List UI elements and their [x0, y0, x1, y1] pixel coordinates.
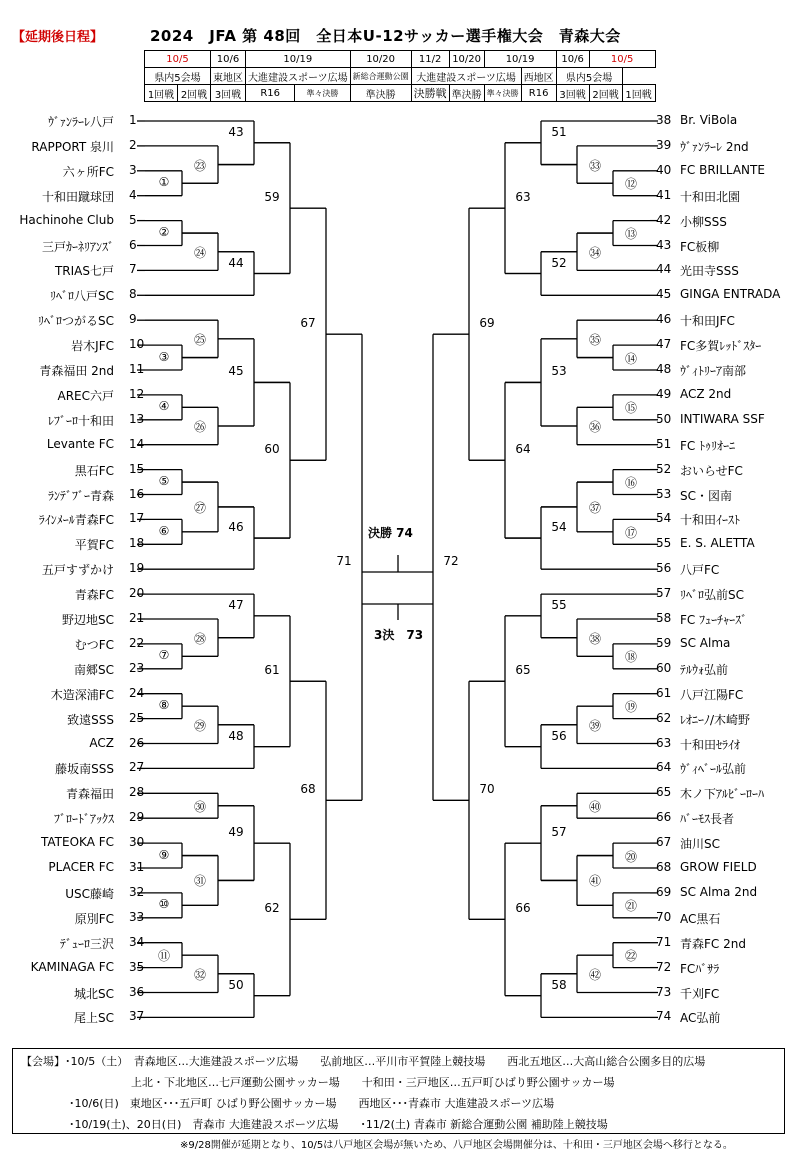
- game-L11: ⑪: [157, 949, 170, 964]
- team-number-58: 58: [656, 611, 672, 625]
- team-number-42: 42: [656, 212, 672, 227]
- game-L46: 46: [228, 520, 244, 535]
- game-R38: ㊳: [588, 631, 601, 646]
- game-L9: ⑨: [158, 847, 170, 862]
- team-number-71: 71: [656, 934, 672, 949]
- game-R16: ⑯: [624, 476, 637, 491]
- page-title: 2024 JFA 第 48回 全日本U-12サッカー選手権大会 青森大会: [150, 27, 621, 45]
- team-number-12: 12: [129, 386, 145, 401]
- team-name-17: ﾗｲﾝﾒｰﾙ青森FC: [38, 513, 114, 528]
- team-number-28: 28: [129, 785, 145, 800]
- game-R34: ㉞: [588, 245, 601, 260]
- team-name-71: 青森FC 2nd: [680, 936, 746, 951]
- schedule-date-5: 10/20: [449, 51, 484, 68]
- team-name-47: FC多賀ﾚｯﾄﾞｽﾀｰ: [680, 339, 762, 354]
- team-name-48: ｳﾞｨﾄﾘｰｱ南部: [680, 364, 747, 378]
- team-number-52: 52: [656, 461, 672, 476]
- team-name-13: ﾚﾌﾞｰﾛ十和田: [47, 413, 114, 428]
- team-number-72: 72: [656, 959, 672, 974]
- game-L62: 62: [264, 901, 280, 916]
- team-name-67: 油川SC: [680, 837, 720, 852]
- team-number-66: 66: [656, 810, 672, 825]
- team-number-54: 54: [656, 511, 672, 526]
- team-name-2: RAPPORT 泉川: [31, 139, 114, 154]
- team-name-54: 十和田ｲｰｽﾄ: [680, 513, 741, 528]
- team-number-15: 15: [129, 461, 145, 476]
- game-L60: 60: [264, 442, 280, 457]
- team-number-44: 44: [656, 262, 672, 277]
- team-number-9: 9: [129, 312, 137, 327]
- team-name-73: 千刈FC: [680, 986, 720, 1001]
- game-L28: ㉘: [193, 631, 206, 646]
- team-number-27: 27: [129, 760, 145, 775]
- schedule-date-4: 11/2: [411, 51, 449, 68]
- team-number-73: 73: [656, 984, 672, 999]
- team-name-53: SC・図南: [680, 488, 732, 503]
- game-L10: ⑩: [158, 897, 170, 912]
- team-number-33: 33: [129, 909, 145, 924]
- team-number-46: 46: [656, 312, 672, 327]
- team-number-40: 40: [656, 162, 672, 177]
- game-R39: ㊴: [588, 718, 601, 733]
- team-number-10: 10: [129, 337, 145, 352]
- schedule-round-9: R16: [521, 85, 556, 102]
- team-name-31: PLACER FC: [48, 860, 114, 874]
- team-name-14: Levante FC: [46, 436, 114, 451]
- team-name-41: 十和田北園: [680, 189, 741, 204]
- game-L24: ㉔: [193, 245, 206, 260]
- team-name-26: ACZ: [89, 735, 114, 750]
- team-number-31: 31: [129, 860, 145, 874]
- schedule-date-3: 10/20: [350, 51, 411, 68]
- team-name-24: 木造深浦FC: [50, 687, 114, 702]
- team-number-34: 34: [129, 934, 145, 949]
- team-name-11: 青森福田 2nd: [39, 364, 114, 378]
- game-L7: ⑦: [158, 648, 170, 663]
- game-L23: ㉓: [193, 158, 206, 173]
- game-R22: ㉒: [624, 949, 637, 964]
- team-number-17: 17: [129, 511, 145, 526]
- game-R20: ⑳: [624, 849, 637, 864]
- team-number-32: 32: [129, 884, 145, 899]
- game-L49: 49: [228, 825, 244, 840]
- team-number-5: 5: [129, 212, 137, 227]
- game-L59: 59: [264, 190, 280, 205]
- team-name-66: ﾊﾞｰﾓｽ長者: [680, 812, 735, 827]
- game-R54: 54: [551, 520, 567, 535]
- game-R57: 57: [551, 825, 567, 840]
- game-R42: ㊷: [588, 967, 601, 982]
- venue-line-2: 上北・下北地区…七戸運動公園サッカー場 十和田・三戸地区…五戸町ひばり野公園サッカー場: [131, 1076, 615, 1089]
- team-name-12: AREC六戸: [57, 388, 114, 403]
- team-name-18: 平賀FC: [74, 538, 114, 553]
- team-number-38: 38: [656, 113, 672, 127]
- game-R52: 52: [551, 255, 567, 270]
- game-L30: ㉚: [193, 799, 206, 814]
- game-R35: ㉟: [588, 332, 601, 347]
- team-name-44: 光田寺SSS: [680, 264, 739, 279]
- team-name-4: 十和田蹴球団: [41, 189, 114, 204]
- team-name-36: 城北SC: [74, 986, 114, 1001]
- team-name-8: ﾘﾍﾞﾛ八戸SC: [50, 289, 114, 304]
- schedule-round-6: 決勝戦: [411, 85, 449, 102]
- game-L68: 68: [300, 782, 316, 797]
- game-L48: 48: [228, 728, 244, 743]
- game-L8: ⑧: [158, 698, 170, 713]
- team-name-38: Br. ViBola: [680, 113, 738, 127]
- team-name-74: AC弘前: [680, 1011, 721, 1026]
- team-name-64: ｳﾞｨﾍﾞｰﾙ弘前: [680, 762, 747, 777]
- team-number-30: 30: [129, 835, 145, 850]
- team-name-27: 藤坂南SSS: [55, 762, 114, 777]
- team-name-23: 南郷SC: [74, 662, 114, 677]
- venue-info-box: [12, 1048, 785, 1134]
- team-name-55: E. S. ALETTA: [680, 536, 755, 551]
- game-L67: 67: [300, 316, 316, 331]
- team-number-68: 68: [656, 860, 672, 874]
- team-number-25: 25: [129, 710, 145, 725]
- team-number-6: 6: [129, 237, 137, 252]
- team-number-55: 55: [656, 536, 672, 551]
- team-name-63: 十和田ｾﾗｲｵ: [680, 737, 741, 752]
- team-name-6: 三戸ｶｰﾈﾘｱﾝｽﾞ: [41, 239, 114, 254]
- team-number-63: 63: [656, 735, 672, 750]
- team-number-65: 65: [656, 785, 672, 800]
- game-R12: ⑫: [624, 177, 637, 192]
- game-R15: ⑮: [624, 401, 637, 416]
- team-number-2: 2: [129, 137, 137, 152]
- team-number-69: 69: [656, 884, 672, 899]
- team-number-41: 41: [656, 187, 672, 202]
- team-name-28: 青森福田: [65, 787, 114, 802]
- team-name-3: 六ヶ所FC: [62, 164, 114, 179]
- team-name-19: 五戸すずかけ: [41, 563, 114, 578]
- schedule-venue-0: 県内5会場: [145, 68, 211, 85]
- game-L5: ⑤: [158, 474, 170, 489]
- game-L71: 71: [336, 554, 352, 569]
- team-name-40: FC BRILLANTE: [680, 162, 765, 177]
- team-name-35: KAMINAGA FC: [30, 959, 114, 974]
- team-name-65: 木ノ下ｱﾙﾋﾞｰﾛｰﾊ: [680, 787, 765, 802]
- team-number-45: 45: [656, 287, 672, 302]
- game-R51: 51: [551, 124, 567, 139]
- team-name-56: 八戸FC: [680, 563, 720, 578]
- team-name-61: 八戸江陽FC: [680, 687, 744, 702]
- team-name-72: FCﾊﾞｻﾗ: [680, 961, 720, 976]
- game-L1: ①: [158, 175, 170, 190]
- team-number-61: 61: [656, 685, 672, 700]
- game-R41: ㊶: [588, 874, 601, 889]
- game-L27: ㉗: [193, 500, 206, 515]
- game-L6: ⑥: [158, 523, 170, 538]
- game-R19: ⑲: [624, 700, 637, 715]
- game-R37: ㊲: [588, 500, 601, 515]
- schedule-round-8: 準々決勝: [484, 85, 521, 102]
- team-name-30: TATEOKA FC: [41, 835, 114, 850]
- schedule-date-8: 10/5: [589, 51, 655, 68]
- team-name-57: ﾘﾍﾞﾛ弘前SC: [680, 588, 744, 603]
- game-R63: 63: [515, 190, 531, 205]
- team-name-50: INTIWARA SSF: [680, 411, 765, 426]
- team-name-15: 黒石FC: [74, 463, 114, 478]
- team-name-5: Hachinohe Club: [19, 212, 114, 227]
- team-number-49: 49: [656, 386, 672, 401]
- schedule-round-10: 3回戦: [556, 85, 589, 102]
- team-number-24: 24: [129, 685, 145, 700]
- schedule-venue-6: 県内5会場: [556, 68, 622, 85]
- schedule-venue-1: 東地区: [211, 68, 246, 85]
- game-R13: ⑬: [624, 227, 637, 242]
- team-number-29: 29: [129, 810, 145, 825]
- game-R18: ⑱: [624, 650, 637, 665]
- team-number-64: 64: [656, 760, 672, 775]
- game-L43: 43: [228, 124, 244, 139]
- game-L31: ㉛: [193, 874, 206, 889]
- team-number-59: 59: [656, 635, 672, 650]
- game-R58: 58: [551, 977, 567, 992]
- venue-line-4: ･10/19(土)、20日(日) 青森市 大進建設スポーツ広場 ･11/2(土) 青森市 新総合運動公園 補助陸上競技場: [69, 1118, 608, 1131]
- team-number-37: 37: [129, 1009, 145, 1024]
- team-name-37: 尾上SC: [74, 1011, 114, 1026]
- team-name-60: ﾃﾙｳｫ弘前: [680, 662, 729, 677]
- team-number-8: 8: [129, 287, 137, 302]
- team-number-20: 20: [129, 586, 145, 601]
- game-L26: ㉖: [193, 420, 206, 435]
- team-name-20: 青森FC: [74, 588, 114, 603]
- schedule-round-5: 準決勝: [350, 85, 411, 102]
- team-name-33: 原別FC: [74, 911, 114, 926]
- team-number-50: 50: [656, 411, 672, 426]
- team-name-25: 致遠SSS: [67, 712, 114, 727]
- team-number-35: 35: [129, 959, 145, 974]
- game-R17: ⑰: [624, 525, 637, 540]
- third-place-label: 3決 73: [374, 628, 424, 642]
- schedule-round-3: R16: [246, 85, 295, 102]
- team-name-69: SC Alma 2nd: [680, 884, 758, 899]
- game-L4: ④: [158, 399, 170, 414]
- team-name-59: SC Alma: [680, 635, 731, 650]
- team-name-46: 十和田JFC: [680, 314, 735, 329]
- game-L2: ②: [158, 225, 170, 240]
- team-name-10: 岩木JFC: [71, 339, 114, 354]
- team-number-56: 56: [656, 561, 672, 576]
- schedule-venue-3: 新総合運動公園: [350, 68, 411, 85]
- team-number-36: 36: [129, 984, 145, 999]
- game-R33: ㉝: [588, 158, 601, 173]
- schedule-round-12: 1回戦: [622, 85, 655, 102]
- game-L45: 45: [228, 364, 244, 379]
- team-name-68: GROW FIELD: [680, 860, 757, 874]
- team-name-70: AC黒石: [680, 911, 721, 926]
- game-R65: 65: [515, 663, 531, 678]
- team-number-62: 62: [656, 710, 672, 725]
- team-name-7: TRIAS七戸: [54, 264, 114, 279]
- team-number-39: 39: [656, 137, 672, 152]
- team-number-3: 3: [129, 162, 137, 177]
- schedule-round-4: 準々決勝: [295, 85, 350, 102]
- team-name-45: GINGA ENTRADA: [680, 287, 781, 302]
- game-R55: 55: [551, 597, 567, 612]
- team-name-32: USC藤崎: [65, 886, 114, 901]
- team-number-51: 51: [656, 436, 672, 451]
- team-name-39: ｳﾞｧﾝﾗｰﾚ 2nd: [680, 139, 749, 154]
- schedule-date-1: 10/6: [211, 51, 246, 68]
- schedule-round-2: 3回戦: [211, 85, 246, 102]
- team-number-60: 60: [656, 660, 672, 675]
- team-name-22: むつFC: [74, 637, 114, 652]
- schedule-date-6: 10/19: [484, 51, 556, 68]
- team-name-16: ﾗﾝﾃﾞﾌﾞｰ青森: [47, 488, 114, 503]
- venue-line-3: ･10/6(日) 東地区･･･五戸町 ひばり野公園サッカー場 西地区･･･青森市 大進建設スポーツ広場: [69, 1097, 555, 1110]
- team-number-22: 22: [129, 635, 145, 650]
- game-R40: ㊵: [588, 799, 601, 814]
- team-number-57: 57: [656, 586, 672, 601]
- team-number-16: 16: [129, 486, 145, 501]
- team-number-19: 19: [129, 561, 145, 576]
- team-name-34: ﾃﾞｭｰﾛ三沢: [59, 936, 114, 951]
- team-number-67: 67: [656, 835, 672, 850]
- team-name-49: ACZ 2nd: [680, 386, 732, 401]
- team-name-42: 小柳SSS: [680, 214, 727, 229]
- schedule-round-11: 2回戦: [589, 85, 622, 102]
- team-number-21: 21: [129, 611, 145, 625]
- team-number-7: 7: [129, 262, 137, 277]
- team-number-23: 23: [129, 660, 145, 675]
- team-name-58: FC ﾌｭｰﾁｬｰｽﾞ: [680, 613, 748, 627]
- schedule-round-1: 2回戦: [178, 85, 211, 102]
- venue-line-1: 【会場】･10/5（土） 青森地区…大進建設スポーツ広場 弘前地区…平川市平賀陸上競技場 西北五地区…大高山総合公園多目的広場: [21, 1055, 706, 1068]
- team-number-4: 4: [129, 187, 137, 202]
- game-R66: 66: [515, 901, 531, 916]
- team-number-11: 11: [129, 362, 145, 376]
- game-R72: 72: [443, 554, 459, 569]
- final-label: 決勝 74: [368, 526, 413, 540]
- schedule-date-0: 10/5: [145, 51, 211, 68]
- notice-label: 【延期後日程】: [12, 30, 104, 45]
- game-R53: 53: [551, 364, 567, 379]
- team-number-14: 14: [129, 436, 145, 451]
- game-L29: ㉙: [193, 718, 206, 733]
- schedule-round-7: 準決勝: [449, 85, 484, 102]
- game-L50: 50: [228, 977, 244, 992]
- game-L25: ㉕: [193, 332, 206, 347]
- team-name-29: ﾌﾞﾛｰﾄﾞｱｯｸｽ: [53, 812, 114, 827]
- team-number-47: 47: [656, 337, 672, 352]
- team-number-53: 53: [656, 486, 672, 501]
- team-number-13: 13: [129, 411, 145, 426]
- team-number-70: 70: [656, 909, 672, 924]
- game-L3: ③: [158, 349, 170, 364]
- team-number-26: 26: [129, 735, 145, 750]
- game-L61: 61: [264, 663, 280, 678]
- game-L47: 47: [228, 597, 244, 612]
- team-name-62: ﾚｵﾆｰﾉ/木崎野: [680, 712, 751, 727]
- team-name-51: FC ﾄｩﾘｵｰﾆ: [680, 438, 736, 453]
- team-number-1: 1: [129, 113, 137, 127]
- team-number-43: 43: [656, 237, 672, 252]
- team-name-21: 野辺地SC: [62, 613, 114, 627]
- game-L32: ㉜: [193, 967, 206, 982]
- game-R70: 70: [479, 782, 495, 797]
- team-number-48: 48: [656, 362, 672, 376]
- schedule-venue-2: 大進建設スポーツ広場: [246, 68, 351, 85]
- schedule-venue-4: 大進建設スポーツ広場: [411, 68, 521, 85]
- schedule-date-7: 10/6: [556, 51, 589, 68]
- game-R21: ㉑: [624, 899, 637, 914]
- team-name-52: おいらせFC: [680, 463, 743, 478]
- game-R69: 69: [479, 316, 495, 331]
- schedule-venue-5: 西地区: [521, 68, 556, 85]
- game-L44: 44: [228, 255, 244, 270]
- team-name-9: ﾘﾍﾞﾛつがるSC: [38, 314, 114, 329]
- footnote: ※9/28開催が延期となり、10/5は八戸地区会場が無いため、八戸地区会場開催分は、十和田・三戸地区会場へ移行となる。: [180, 1140, 733, 1151]
- schedule-round-0: 1回戦: [145, 85, 178, 102]
- team-number-74: 74: [656, 1009, 672, 1024]
- game-R64: 64: [515, 442, 531, 457]
- game-R56: 56: [551, 728, 567, 743]
- schedule-date-2: 10/19: [246, 51, 351, 68]
- game-R14: ⑭: [624, 351, 637, 366]
- team-name-43: FC板柳: [680, 239, 720, 254]
- team-name-1: ｳﾞｧﾝﾗｰﾚ八戸: [47, 115, 114, 129]
- team-number-18: 18: [129, 536, 145, 551]
- game-R36: ㊱: [588, 420, 601, 435]
